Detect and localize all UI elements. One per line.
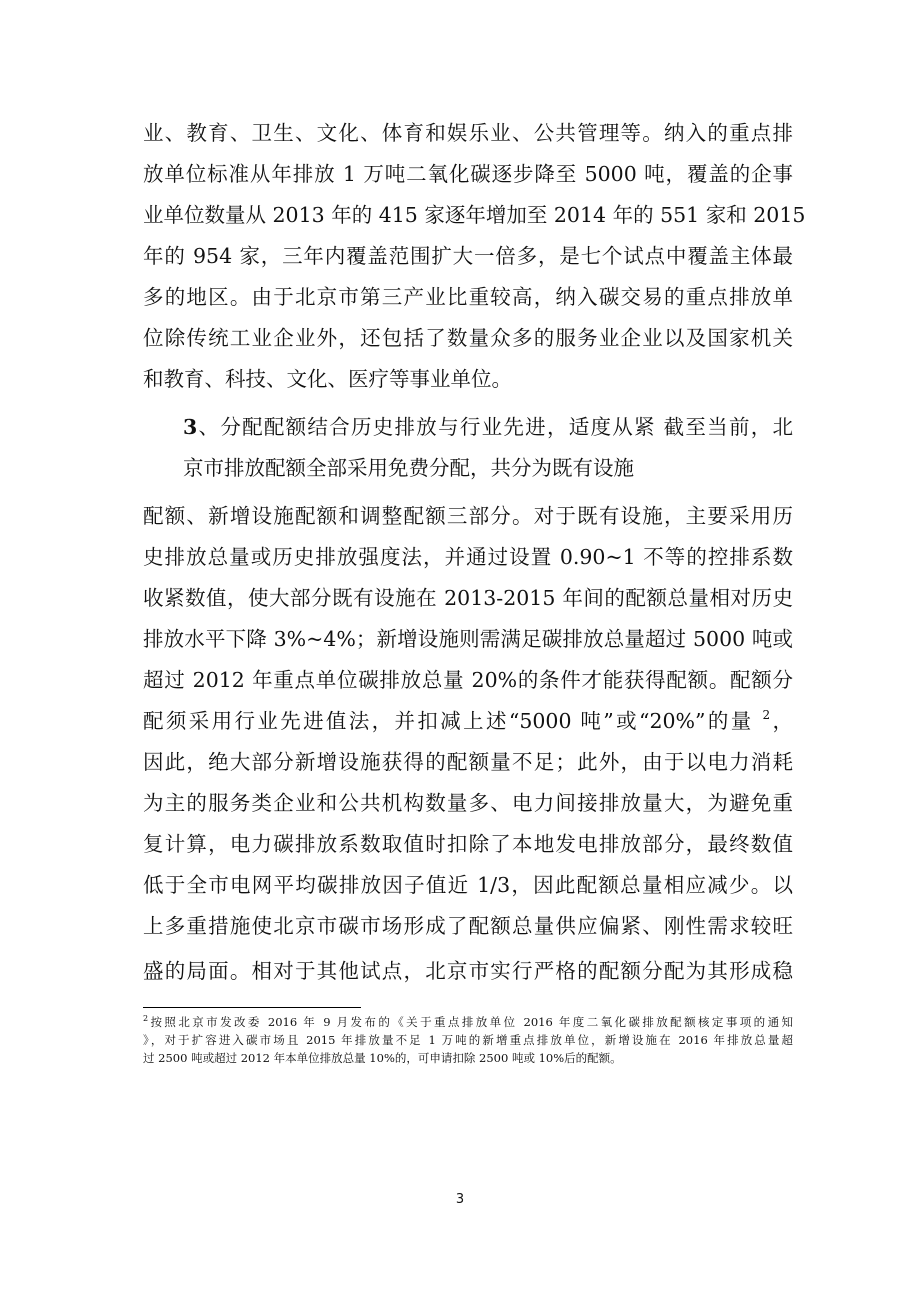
body-line: 复计算，电力碳排放系数取值时扣除了本地发电排放部分，最终数值 <box>143 832 793 856</box>
body-line: 低于全市电网平均碳排放因子值近 1/3，因此配额总量相应减少。以 <box>143 873 793 897</box>
body-line: 盛的局面。相对于其他试点，北京市实行严格的配额分配为其形成稳 <box>143 959 793 983</box>
body-text: 配须采用行业先进值法，并扣减上述“5000 吨”或“20%”的量 <box>143 709 763 733</box>
footnote-line: 过 2500 吨或超过 2012 年本单位排放总量 10%的，可申请扣除 2500 吨或 10%后的配额。 <box>143 1051 622 1065</box>
body-line: 收紧数值，使大部分既有设施在 2013-2015 年间的配额总量相对历史 <box>143 586 793 610</box>
section-number: 3 <box>183 415 198 439</box>
footnote-mark: 2 <box>143 1014 149 1023</box>
body-line: 业、教育、卫生、文化、体育和娱乐业、公共管理等。纳入的重点排 <box>143 121 793 145</box>
body-line: 放单位标准从年排放 1 万吨二氧化碳逐步降至 5000 吨，覆盖的企事 <box>143 162 793 186</box>
body-line: 位除传统工业企业外，还包括了数量众多的服务业企业以及国家机关 <box>143 326 793 350</box>
body-line: 史排放总量或历史排放强度法，并通过设置 0.90~1 不等的控排系数 <box>143 545 793 569</box>
body-line: 排放水平下降 3%~4%；新增设施则需满足碳排放总量超过 5000 吨或 <box>143 627 793 651</box>
body-line: 业单位数量从 2013 年的 415 家逐年增加至 2014 年的 551 家和 2015 <box>143 203 806 227</box>
body-line-with-footnote-ref <box>143 706 793 736</box>
section-heading-line2: 京市排放配额全部采用免费分配，共分为既有设施 <box>183 456 634 480</box>
footnote-separator <box>143 1007 361 1008</box>
body-line: 为主的服务类企业和公共机构数量多、电力间接排放量大，为避免重 <box>143 791 793 815</box>
body-line: 上多重措施使北京市碳市场形成了配额总量供应偏紧、刚性需求较旺 <box>143 914 793 938</box>
footnote-line: $^2$按照北京市发改委 2016 年 9 月发布的《关于重点排放单位 2016 年度二氧化碳排放配额核定事项的通知 <box>143 1014 793 1029</box>
section-heading-text: 、分配配额结合历史排放与行业先进，适度从紧 截至当前，北 <box>197 415 793 439</box>
body-line: 因此，绝大部分新增设施获得的配额量不足；此外，由于以电力消耗 <box>143 750 793 774</box>
body-line: 配额、新增设施配额和调整配额三部分。对于既有设施，主要采用历 <box>143 504 793 528</box>
body-line: 超过 2012 年重点单位碳排放总量 20%的条件才能获得配额。配额分 <box>143 668 793 692</box>
page-number: 3 <box>455 1192 465 1207</box>
footnote-line: 》，对于扩容进入碳市场且 2015 年排放量不足 1 万吨的新增重点排放单位，新增设施在 2016 年排放总量超 <box>143 1033 793 1047</box>
footnote-reference: 2 <box>762 708 771 722</box>
body-line: 多的地区。由于北京市第三产业比重较高，纳入碳交易的重点排放单 <box>143 285 793 309</box>
body-line: 年的 954 家，三年内覆盖范围扩大一倍多，是七个试点中覆盖主体最 <box>143 244 793 268</box>
section-heading-3 <box>183 412 793 442</box>
body-line: 和教育、科技、文化、医疗等事业单位。 <box>143 367 512 391</box>
body-text: ， <box>770 709 793 733</box>
